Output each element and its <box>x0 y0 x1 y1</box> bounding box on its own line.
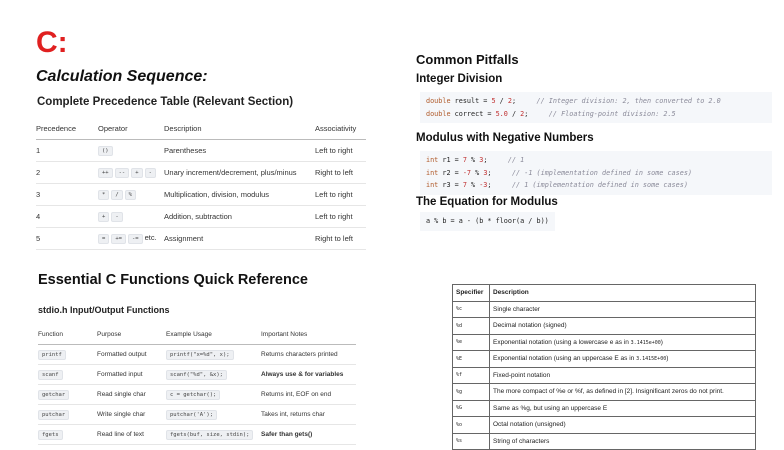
code-comment: // -1 (implementation defined in some cases) <box>511 168 693 177</box>
code-line <box>426 108 766 121</box>
specifier-row <box>453 384 756 401</box>
format-specifier-table <box>452 284 756 450</box>
code-keyword: double <box>426 97 451 105</box>
specifier-row <box>453 334 756 351</box>
header-purpose: Purpose <box>97 324 166 345</box>
function-example-cell <box>166 365 261 385</box>
precedence-row <box>36 162 366 184</box>
operator-cell <box>98 206 164 228</box>
code-operator: / <box>495 97 508 105</box>
function-name: putchar <box>38 410 69 420</box>
code-line <box>426 95 766 108</box>
function-note: Always use & for variables <box>261 365 356 385</box>
specifier-description-cell <box>490 384 756 401</box>
operator-cell <box>98 184 164 206</box>
code-text: correct = <box>450 109 496 118</box>
function-row <box>38 365 356 385</box>
header-precedence: Precedence <box>36 117 98 140</box>
code-text: r1 = <box>438 156 463 164</box>
operator-chip: ++ <box>98 168 113 178</box>
function-note: Returns int, EOF on end <box>261 385 356 405</box>
function-name-cell <box>38 425 97 445</box>
function-row <box>38 405 356 425</box>
precedence-table <box>36 117 366 250</box>
code-comment: // 1 (implementation defined in some cases) <box>511 181 688 189</box>
operator-description: Assignment <box>164 228 315 250</box>
function-name-cell <box>38 385 97 405</box>
specifier-header-row <box>453 285 756 302</box>
specifier-code: %E <box>453 351 490 368</box>
header-description: Description <box>164 117 315 140</box>
operator-chip: + <box>98 212 109 222</box>
header-notes: Important Notes <box>261 324 356 345</box>
specifier-description-cell <box>490 433 756 450</box>
function-name: scanf <box>38 370 63 380</box>
code-operator: % <box>466 156 480 164</box>
code-comment: // Floating-point division: 2.5 <box>548 109 676 118</box>
code-number: 5 <box>491 97 496 105</box>
code-number: -7 <box>462 168 472 177</box>
specifier-description: Single character <box>493 305 540 313</box>
operator-chip: - <box>111 212 122 222</box>
function-purpose: Read line of text <box>97 425 166 445</box>
specifier-code: %c <box>453 301 490 318</box>
operator-associativity: Left to right <box>315 206 366 228</box>
function-name-cell <box>38 345 97 365</box>
specifier-row <box>453 433 756 450</box>
code-number: 5.0 <box>495 109 508 118</box>
specifier-description-cell <box>490 351 756 368</box>
operator-chip: -= <box>128 234 143 244</box>
specifier-code: %o <box>453 417 490 434</box>
function-example: fgets(buf, size, stdin); <box>166 430 253 440</box>
operator-associativity: Left to right <box>315 184 366 206</box>
precedence-level: 5 <box>36 228 98 250</box>
modulus-equation-code: a % b = a - (b * floor(a / b)) <box>420 212 555 231</box>
code-comment: // 1 <box>507 156 525 164</box>
code-line <box>426 179 766 192</box>
operator-chip: + <box>131 168 142 178</box>
specifier-description-end: ) <box>666 355 669 363</box>
code-operator: % <box>471 168 484 177</box>
specifier-code: %f <box>453 367 490 384</box>
function-row <box>38 345 356 365</box>
specifier-code: %G <box>453 400 490 417</box>
specifier-description-cell <box>490 334 756 351</box>
header-function: Function <box>38 324 97 345</box>
function-name: fgets <box>38 430 63 440</box>
function-example-cell <box>166 405 261 425</box>
operator-chip: * <box>98 190 109 200</box>
precedence-level: 2 <box>36 162 98 184</box>
header-spec-description: Description <box>490 285 756 302</box>
function-example-cell <box>166 345 261 365</box>
specifier-description: Exponential notation (using a lowercase e as in <box>493 338 631 346</box>
calculation-sequence-title: Calculation Sequence: <box>36 68 208 85</box>
precedence-level: 3 <box>36 184 98 206</box>
function-purpose: Formatted output <box>97 345 166 365</box>
code-number: -3 <box>479 181 488 189</box>
operator-chip: - <box>145 168 156 178</box>
code-line <box>426 154 766 167</box>
function-row <box>38 425 356 445</box>
precedence-row <box>36 228 366 250</box>
function-note: Returns characters printed <box>261 345 356 365</box>
specifier-description: String of characters <box>493 437 550 445</box>
code-number: 7 <box>462 181 467 189</box>
code-text: r3 = <box>438 181 463 189</box>
common-pitfalls-title: Common Pitfalls <box>416 52 519 67</box>
modulus-equation-title: The Equation for Modulus <box>416 196 558 208</box>
header-specifier: Specifier <box>453 285 490 302</box>
precedence-row <box>36 140 366 162</box>
operator-associativity: Right to left <box>315 162 366 184</box>
code-text: result = <box>450 97 492 105</box>
operator-cell <box>98 162 164 184</box>
specifier-description-cell <box>490 367 756 384</box>
modulus-negative-code <box>420 151 772 195</box>
function-purpose: Write single char <box>97 405 166 425</box>
precedence-header-row <box>36 117 366 140</box>
precedence-level: 1 <box>36 140 98 162</box>
code-keyword: int <box>426 181 439 189</box>
specifier-description: Octal notation (unsigned) <box>493 421 566 429</box>
specifier-description-cell <box>490 417 756 434</box>
specifier-description: Decimal notation (signed) <box>493 322 567 330</box>
header-associativity: Associativity <box>315 117 366 140</box>
function-name: printf <box>38 350 66 360</box>
specifier-row <box>453 417 756 434</box>
function-name-cell <box>38 365 97 385</box>
c-logo: C: <box>36 26 68 59</box>
stdio-functions-table <box>38 324 356 445</box>
specifier-description-end: ) <box>660 338 663 346</box>
specifier-code: %e <box>453 334 490 351</box>
operator-associativity: Right to left <box>315 228 366 250</box>
header-operator: Operator <box>98 117 164 140</box>
specifier-code: %s <box>453 433 490 450</box>
function-name-cell <box>38 405 97 425</box>
header-example: Example Usage <box>166 324 261 345</box>
code-comment: // Integer division: 2, then converted to 2.0 <box>536 97 721 105</box>
operator-description: Unary increment/decrement, plus/minus <box>164 162 315 184</box>
operator-chip: += <box>111 234 126 244</box>
specifier-row <box>453 301 756 318</box>
code-number: 2 <box>520 109 525 118</box>
operator-chip: % <box>125 190 136 200</box>
operator-description: Multiplication, division, modulus <box>164 184 315 206</box>
operator-chip: = <box>98 234 109 244</box>
operator-chip: () <box>98 146 113 156</box>
specifier-row <box>453 400 756 417</box>
code-keyword: double <box>426 109 451 118</box>
specifier-description: The more compact of %e or %f, as defined in [2]. Insignificant zeros do not print. <box>493 388 724 396</box>
specifier-row <box>453 367 756 384</box>
code-operator: / <box>507 109 521 118</box>
operator-chip: -- <box>115 168 130 178</box>
code-terminator: ; <box>511 97 517 105</box>
operator-associativity: Left to right <box>315 140 366 162</box>
integer-division-title: Integer Division <box>416 73 503 85</box>
code-terminator: ; <box>487 181 492 189</box>
function-purpose: Formatted input <box>97 365 166 385</box>
function-note: Safer than gets() <box>261 425 356 445</box>
function-row <box>38 385 356 405</box>
code-terminator: ; <box>524 109 529 118</box>
integer-division-code <box>420 92 772 123</box>
function-example: scanf("%d", &x); <box>166 370 227 380</box>
code-terminator: ; <box>487 168 492 177</box>
function-example: putchar('A'); <box>166 410 217 420</box>
specifier-example: 3.1415e+00 <box>630 339 661 346</box>
function-name: getchar <box>38 390 69 400</box>
specifier-description-cell <box>490 400 756 417</box>
code-number: 3 <box>479 156 484 164</box>
functions-header-row <box>38 324 356 345</box>
specifier-code: %g <box>453 384 490 401</box>
operator-description: Addition, subtraction <box>164 206 315 228</box>
precedence-table-title: Complete Precedence Table (Relevant Section) <box>37 96 294 108</box>
code-line <box>426 167 766 180</box>
function-example: printf("x=%d", x); <box>166 350 234 360</box>
stdio-subtitle: stdio.h Input/Output Functions <box>38 305 170 315</box>
function-example-cell <box>166 385 261 405</box>
specifier-description: Fixed-point notation <box>493 371 551 379</box>
code-terminator: ; <box>483 156 488 164</box>
function-note: Takes int, returns char <box>261 405 356 425</box>
specifier-example: 3.1415E+00 <box>636 356 667 363</box>
specifier-code: %d <box>453 318 490 335</box>
function-example: c = getchar(); <box>166 390 220 400</box>
modulus-negative-title: Modulus with Negative Numbers <box>416 132 594 144</box>
operator-extra: etc. <box>144 233 157 242</box>
specifier-row <box>453 318 756 335</box>
specifier-description: Exponential notation (using an uppercase E as in <box>493 355 637 363</box>
precedence-level: 4 <box>36 206 98 228</box>
specifier-description-cell <box>490 301 756 318</box>
operator-description: Parentheses <box>164 140 315 162</box>
specifier-description-cell <box>490 318 756 335</box>
code-number: 3 <box>483 168 488 177</box>
operator-chip: / <box>111 190 122 200</box>
operator-cell <box>98 140 164 162</box>
function-example-cell <box>166 425 261 445</box>
essential-functions-title: Essential C Functions Quick Reference <box>38 272 308 288</box>
function-purpose: Read single char <box>97 385 166 405</box>
precedence-row <box>36 206 366 228</box>
code-text: r2 = <box>438 168 463 177</box>
operator-cell <box>98 228 164 250</box>
code-keyword: int <box>426 168 439 177</box>
specifier-description: Same as %g, but using an uppercase E <box>493 404 608 412</box>
code-number: 7 <box>462 156 467 164</box>
precedence-row <box>36 184 366 206</box>
code-number: 2 <box>507 97 512 105</box>
code-keyword: int <box>426 156 439 164</box>
specifier-row <box>453 351 756 368</box>
code-operator: % <box>466 181 480 189</box>
